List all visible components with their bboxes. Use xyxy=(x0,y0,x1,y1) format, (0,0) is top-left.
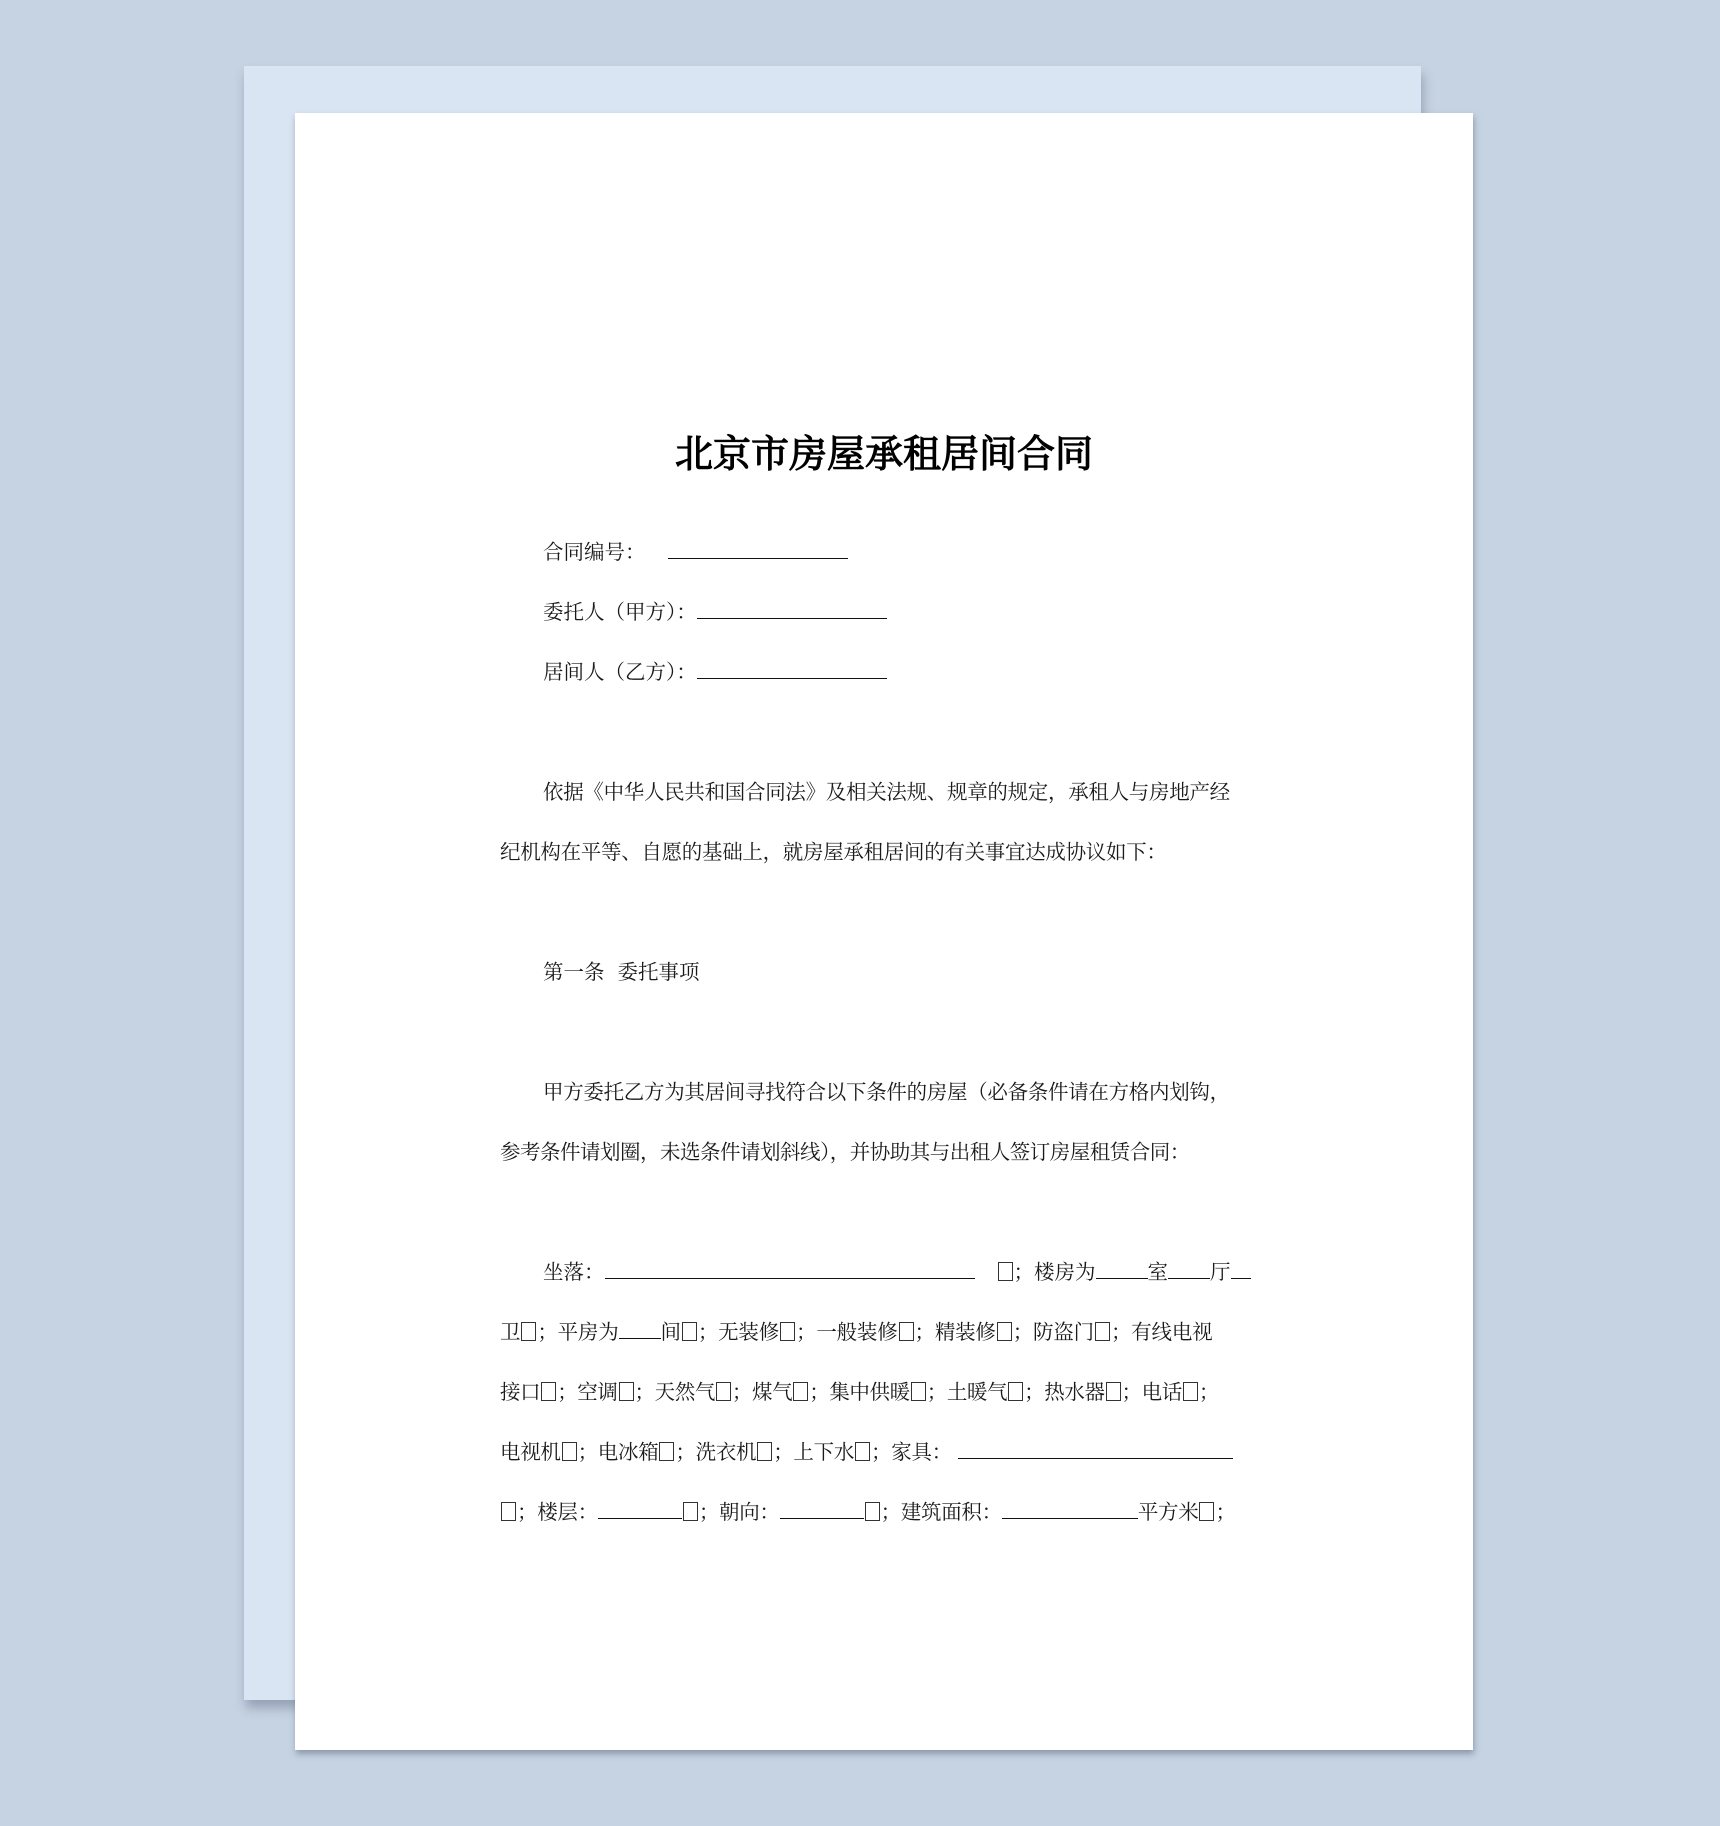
local-heating-label: ；土暖气 xyxy=(926,1380,1008,1404)
field-party-a xyxy=(543,598,887,626)
checkbox-aircon[interactable] xyxy=(619,1382,634,1401)
baths-blank[interactable] xyxy=(1231,1258,1251,1279)
checkbox-plumbing[interactable] xyxy=(855,1442,870,1461)
checkbox-location[interactable] xyxy=(998,1262,1013,1281)
article-1-intro-line-1: 甲方委托乙方为其居间寻找符合以下条件的房屋（必备条件请在方格内划钩， xyxy=(543,1080,1230,1104)
location-label: 坐落： xyxy=(543,1260,605,1284)
article-1-heading: 第一条 委托事项 xyxy=(543,960,700,984)
area-unit: 平方米 xyxy=(1137,1500,1199,1524)
checkbox-building[interactable] xyxy=(521,1322,536,1341)
checkbox-tv-set[interactable] xyxy=(562,1442,577,1461)
conditions-line-2 xyxy=(500,1318,1212,1346)
semicolon: ； xyxy=(1198,1380,1219,1404)
furniture-blank[interactable] xyxy=(958,1438,1233,1459)
checkbox-general-decor[interactable] xyxy=(899,1322,914,1341)
conditions-line-4 xyxy=(500,1438,1233,1466)
contract-number-blank[interactable] xyxy=(668,538,848,559)
checkbox-area[interactable] xyxy=(1199,1502,1214,1521)
water-heater-label: ；热水器 xyxy=(1024,1380,1105,1404)
orientation-blank[interactable] xyxy=(780,1498,864,1519)
checkbox-security-door[interactable] xyxy=(1095,1322,1110,1341)
bungalow-label: ；平房为 xyxy=(537,1320,619,1344)
preamble-line-1: 依据《中华人民共和国合同法》及相关法规、规章的规定，承租人与房地产经 xyxy=(543,780,1230,804)
checkbox-central-heating[interactable] xyxy=(911,1382,926,1401)
floor-label: ；楼层： xyxy=(517,1500,598,1524)
checkbox-cable-tv[interactable] xyxy=(541,1382,556,1401)
checkbox-orientation[interactable] xyxy=(865,1502,880,1521)
field-label: 居间人（乙方）： xyxy=(543,660,697,684)
location-blank[interactable] xyxy=(605,1258,975,1279)
orientation-label: ；朝向： xyxy=(698,1500,780,1524)
field-contract-number xyxy=(543,538,848,566)
natural-gas-label: ；天然气 xyxy=(634,1380,715,1404)
checkbox-bungalow[interactable] xyxy=(682,1322,697,1341)
no-decor-label: ；无装修 xyxy=(697,1320,780,1344)
rooms-blank[interactable] xyxy=(1096,1258,1148,1279)
floor-blank[interactable] xyxy=(598,1498,682,1519)
conditions-line-3 xyxy=(500,1378,1219,1406)
checkbox-local-heating[interactable] xyxy=(1008,1382,1023,1401)
field-party-b xyxy=(543,658,887,686)
checkbox-fine-decor[interactable] xyxy=(997,1322,1012,1341)
aircon-label: ；空调 xyxy=(557,1380,618,1404)
checkbox-natural-gas[interactable] xyxy=(716,1382,731,1401)
semicolon: ； xyxy=(1215,1500,1236,1524)
field-label: 合同编号： xyxy=(543,540,646,564)
preamble-line-2: 纪机构在平等、自愿的基础上，就房屋承租居间的有关事宜达成协议如下： xyxy=(500,840,1167,864)
tv-set-label: 电视机 xyxy=(500,1440,561,1464)
telephone-label: ；电话 xyxy=(1121,1380,1182,1404)
checkbox-floor[interactable] xyxy=(683,1502,698,1521)
hall-label: 厅 xyxy=(1210,1260,1231,1284)
checkbox-telephone[interactable] xyxy=(1183,1382,1198,1401)
room-label: 室 xyxy=(1147,1260,1168,1284)
washer-label: ；洗衣机 xyxy=(675,1440,757,1464)
conditions-line-5 xyxy=(500,1498,1236,1526)
fine-decor-label: ；精装修 xyxy=(914,1320,996,1344)
area-blank[interactable] xyxy=(1002,1498,1138,1519)
general-decor-label: ；一般装修 xyxy=(796,1320,898,1344)
fridge-label: ；电冰箱 xyxy=(577,1440,659,1464)
party-a-blank[interactable] xyxy=(697,598,887,619)
security-door-label: ；防盗门 xyxy=(1012,1320,1094,1344)
coal-gas-label: ；煤气 xyxy=(731,1380,793,1404)
cable-tv-label: ；有线电视 xyxy=(1110,1320,1213,1344)
party-b-blank[interactable] xyxy=(697,658,887,679)
checkbox-fridge[interactable] xyxy=(659,1442,674,1461)
central-heating-label: ；集中供暖 xyxy=(809,1380,910,1404)
bungalow-rooms-blank[interactable] xyxy=(619,1318,661,1339)
checkbox-washer[interactable] xyxy=(757,1442,772,1461)
building-label: ；楼房为 xyxy=(1013,1260,1096,1284)
document-title: 北京市房屋承租居间合同 xyxy=(674,432,1093,476)
halls-blank[interactable] xyxy=(1168,1258,1210,1279)
bath-label: 卫 xyxy=(500,1320,521,1344)
conditions-line-1 xyxy=(543,1258,1251,1286)
furniture-label: ；家具： xyxy=(871,1440,952,1464)
field-label: 委托人（甲方）： xyxy=(543,600,697,624)
checkbox-no-decor[interactable] xyxy=(780,1322,795,1341)
plumbing-label: ；上下水 xyxy=(773,1440,855,1464)
checkbox-furniture[interactable] xyxy=(501,1502,516,1521)
cable-tv-label-cont: 接口 xyxy=(500,1380,541,1404)
checkbox-coal-gas[interactable] xyxy=(793,1382,808,1401)
bungalow-unit: 间 xyxy=(660,1320,681,1344)
article-1-intro-line-2: 参考条件请划圈，未选条件请划斜线），并协助其与出租人签订房屋租赁合同： xyxy=(500,1140,1190,1164)
area-label: ；建筑面积： xyxy=(880,1500,1002,1524)
checkbox-water-heater[interactable] xyxy=(1106,1382,1121,1401)
